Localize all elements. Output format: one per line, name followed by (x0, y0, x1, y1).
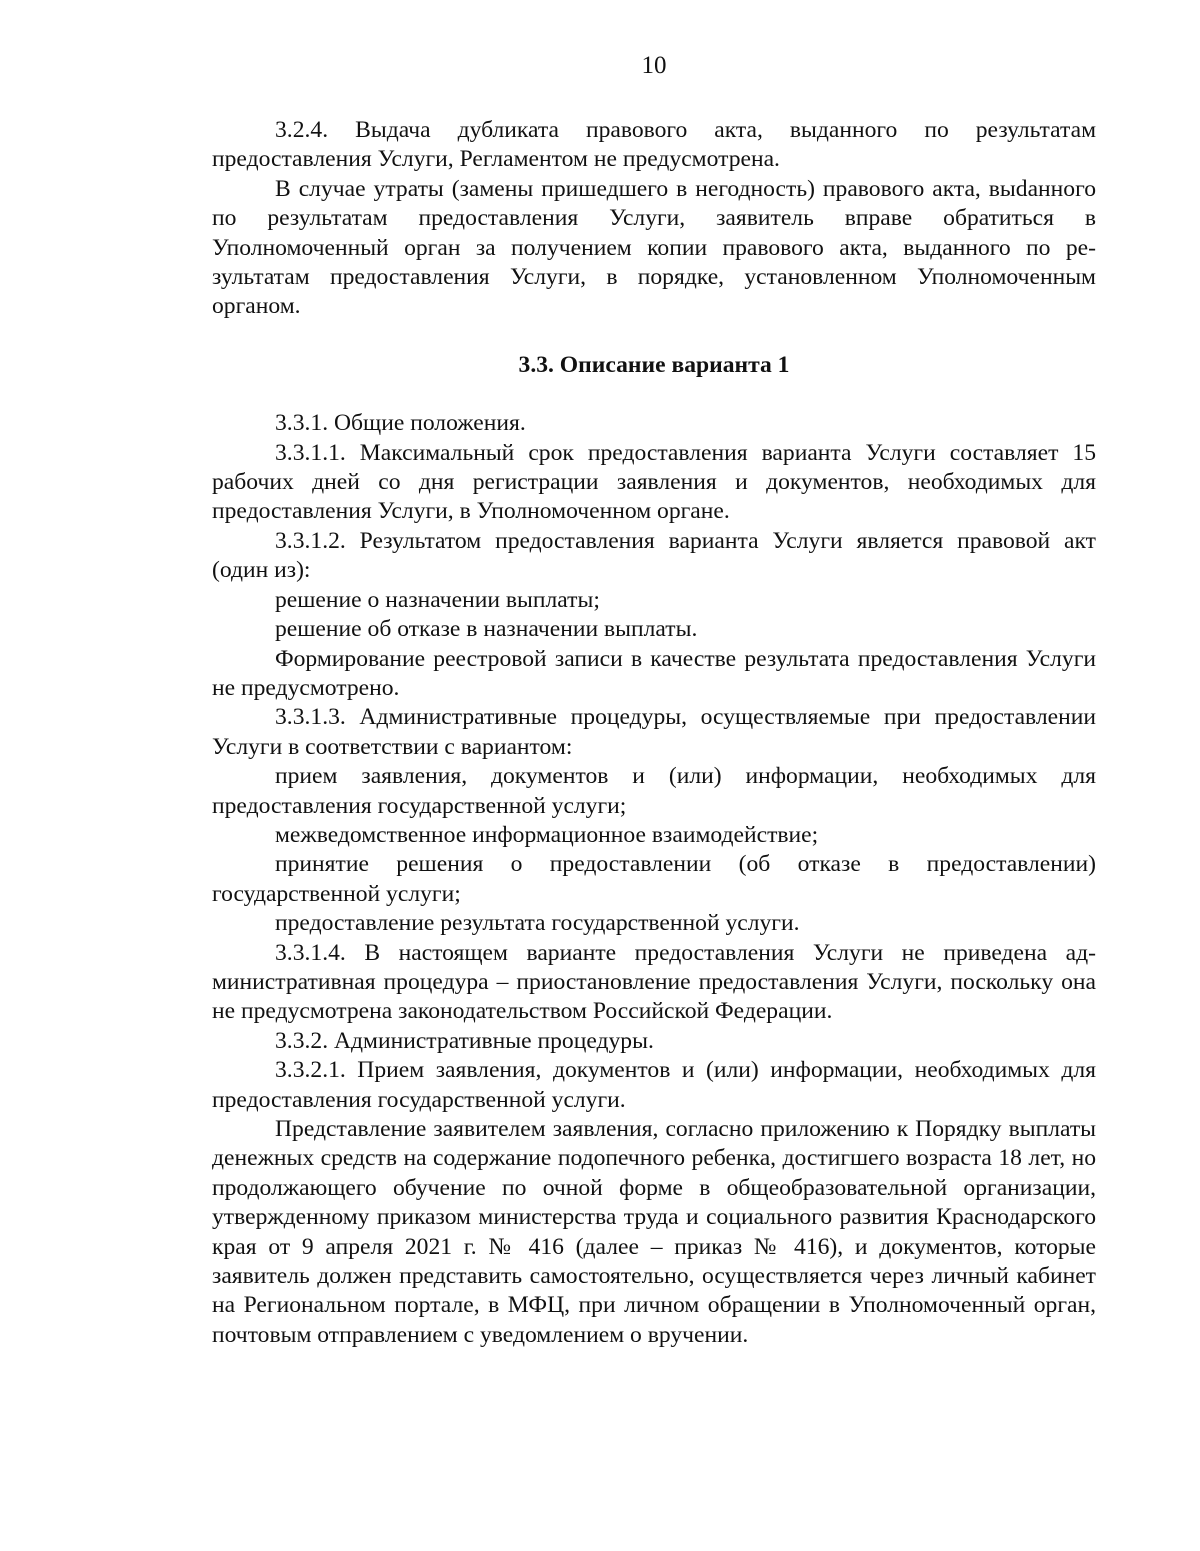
paragraph-3-3-1: 3.3.1. Общие положения. (275, 410, 526, 437)
list-item-application-receipt: прием заявления, документов и (или) информации, необходимых для предоставления государственной услуги; (212, 763, 1096, 819)
paragraph-3-3-1-4: 3.3.1.4. В настоящем варианте предоставления Услуги не приведена административная процедура – приостановление предоставления Услуги, поскольку она не предусмотрена законодательством Российской Федерации. (212, 939, 1096, 1025)
list-item-decision-assign: решение о назначении выплаты; (275, 586, 600, 613)
section-heading: 3.3. Описание варианта 1 (518, 351, 790, 378)
list-item-decision-refuse: решение об отказе в назначении выплаты. (275, 616, 698, 643)
paragraph-application-submission: Представление заявителем заявления, согласно приложению к Порядку выплаты денежных средств на содержание подопечного ребенка, достигшего возраста 18 лет, но продолжающего обучение по очной форме в общеобразовательной организации, утвержденному приказом министерства труда и социального развития Краснодарского края от 9 апреля 2021 г. № 416 (далее – приказ № 416), и документов, которые заявитель должен представить самостоятельно, осуществляется через личный кабинет на Региональном портале, в МФЦ, при личном обращении в Уполномоченный орган, почтовым отправлением с уведомлением о вручении. (212, 1116, 1096, 1348)
paragraph-registry-record: Формирование реестровой записи в качестве результата предоставления Услуги не предусмотрено. (212, 645, 1096, 701)
paragraph-3-3-1-3: 3.3.1.3. Административные процедуры, осуществляемые при предоставлении Услуги в соответствии с вариантом: (212, 704, 1096, 760)
paragraph-3-3-2-1: 3.3.2.1. Прием заявления, документов и (или) информации, необходимых для предоставления государственной услуги. (212, 1057, 1096, 1113)
page-number: 10 (641, 52, 667, 79)
paragraph-3-3-2: 3.3.2. Административные процедуры. (275, 1027, 654, 1054)
list-item-interagency: межведомственное информационное взаимодействие; (275, 821, 819, 848)
paragraph-3-3-1-1: 3.3.1.1. Максимальный срок предоставления варианта Услуги составляет 15 рабочих дней со дня регистрации заявления и документов, необходимых для предоставления Услуги, в Уполномоченном органе. (212, 439, 1096, 525)
document-body (212, 116, 1096, 1350)
paragraph-3-2-4: 3.2.4. Выдача дубликата правового акта, выданного по результатам предоставления Услуги, Регламентом не предусмотрена. (212, 117, 1096, 173)
list-item-result-provision: предоставление результата государственной услуги. (275, 910, 800, 937)
paragraph-loss-replacement: В случае утраты (замены пришедшего в негодность) правового акта, выdанного по результатам предоставления Услуги, заявитель вправе обратиться в Уполномоченный орган за получением копии правового акта, выданного по результатам предоставления Услуги, в порядке, установленном Уполномоченным органом. (212, 175, 1096, 320)
list-item-decision-making: принятие решения о предоставлении (об отказе в предоставлении) государственной услуги; (212, 851, 1096, 907)
paragraph-3-3-1-2: 3.3.1.2. Результатом предоставления варианта Услуги является правовой акт (один из): (212, 527, 1096, 584)
